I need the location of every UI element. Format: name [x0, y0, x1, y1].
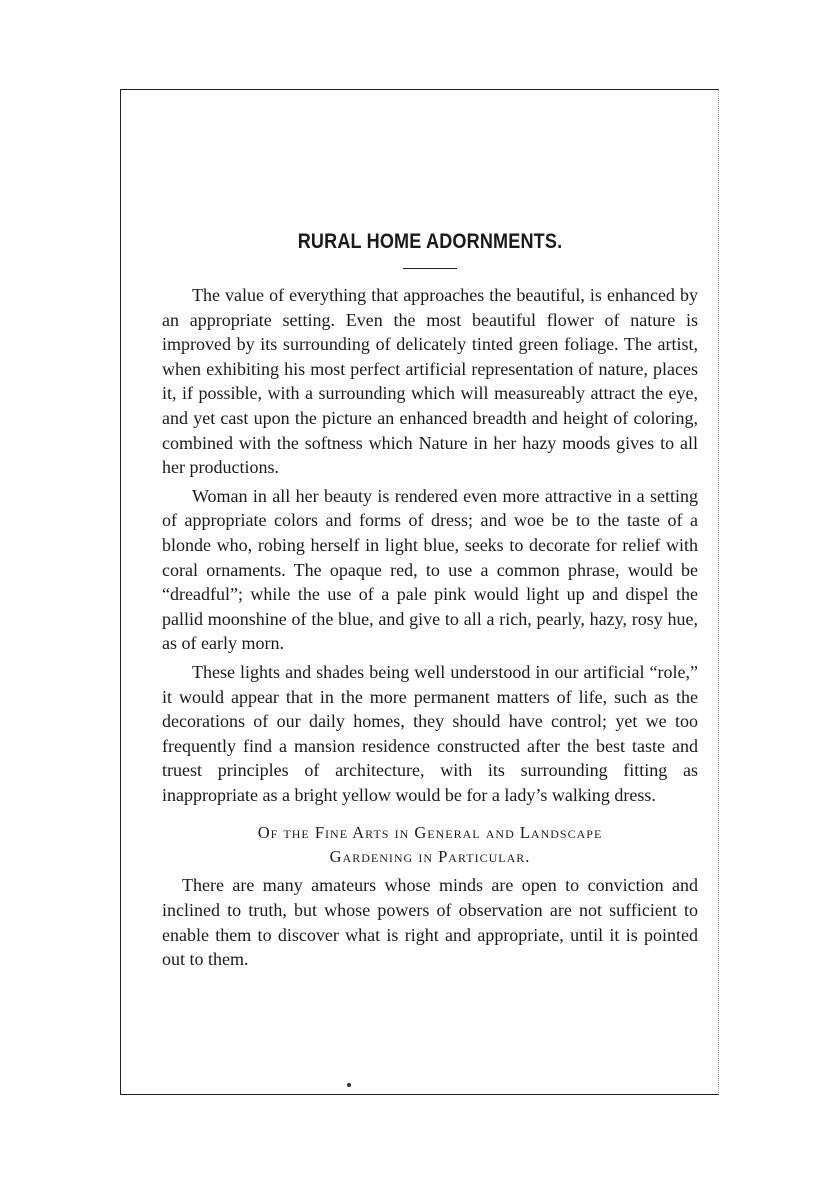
page-content — [162, 226, 698, 972]
paragraph-2: Woman in all her beauty is rendered even more attractive in a setting of appropriate colors and forms of dress; and woe be to the taste of a blonde who, robing herself in light blue, seeks to decorate for relief with coral ornaments. The opaque red, to use a common phrase, would be “dreadful”; while the use of a pale pink would light up and dispel the pallid moonshine of the blue, and give to all a rich, pearly, hazy, rosy hue, as of early morn. — [162, 485, 698, 654]
page-title: RURAL HOME ADORNMENTS. — [297, 229, 563, 253]
paragraph-1: The value of everything that approaches the beautiful, is enhanced by an appropriate setting. Even the most beautiful flower of nature is improved by its surrounding of delicately tinted green foliage. The artist, when exhibiting his most perfect artificial representation of nature, places it, if possible, with a surrounding which will measureably attract the eye, and yet cast upon the picture an enhanced breadth and height of coloring, combined with the softness which Nature in her hazy moods gives to all her productions. — [162, 285, 698, 478]
section-heading-line-2: Gardening in Particular. — [329, 847, 531, 867]
section-paragraph: There are many amateurs whose minds are open to conviction and inclined to truth, but whose powers of observation are not sufficient to enable them to discover what is right and appropriate, until it is pointed out to them. — [162, 875, 698, 970]
section-heading-line-1: Of the Fine Arts in General and Landscape — [257, 823, 603, 843]
top-rule-mark — [256, 86, 262, 92]
section-heading — [162, 821, 698, 869]
bottom-mark — [347, 1083, 351, 1087]
paragraph-3: These lights and shades being well understood in our artificial “role,” it would appear that in the more permanent matters of life, such as the decorations of our daily homes, they should have control; yet we too frequently find a mansion residence constructed after the best taste and truest principles of architecture, with its surrounding fitting as inappropriate as a bright yellow would be for a lady’s walking dress. — [162, 661, 698, 805]
title-divider — [403, 268, 457, 269]
